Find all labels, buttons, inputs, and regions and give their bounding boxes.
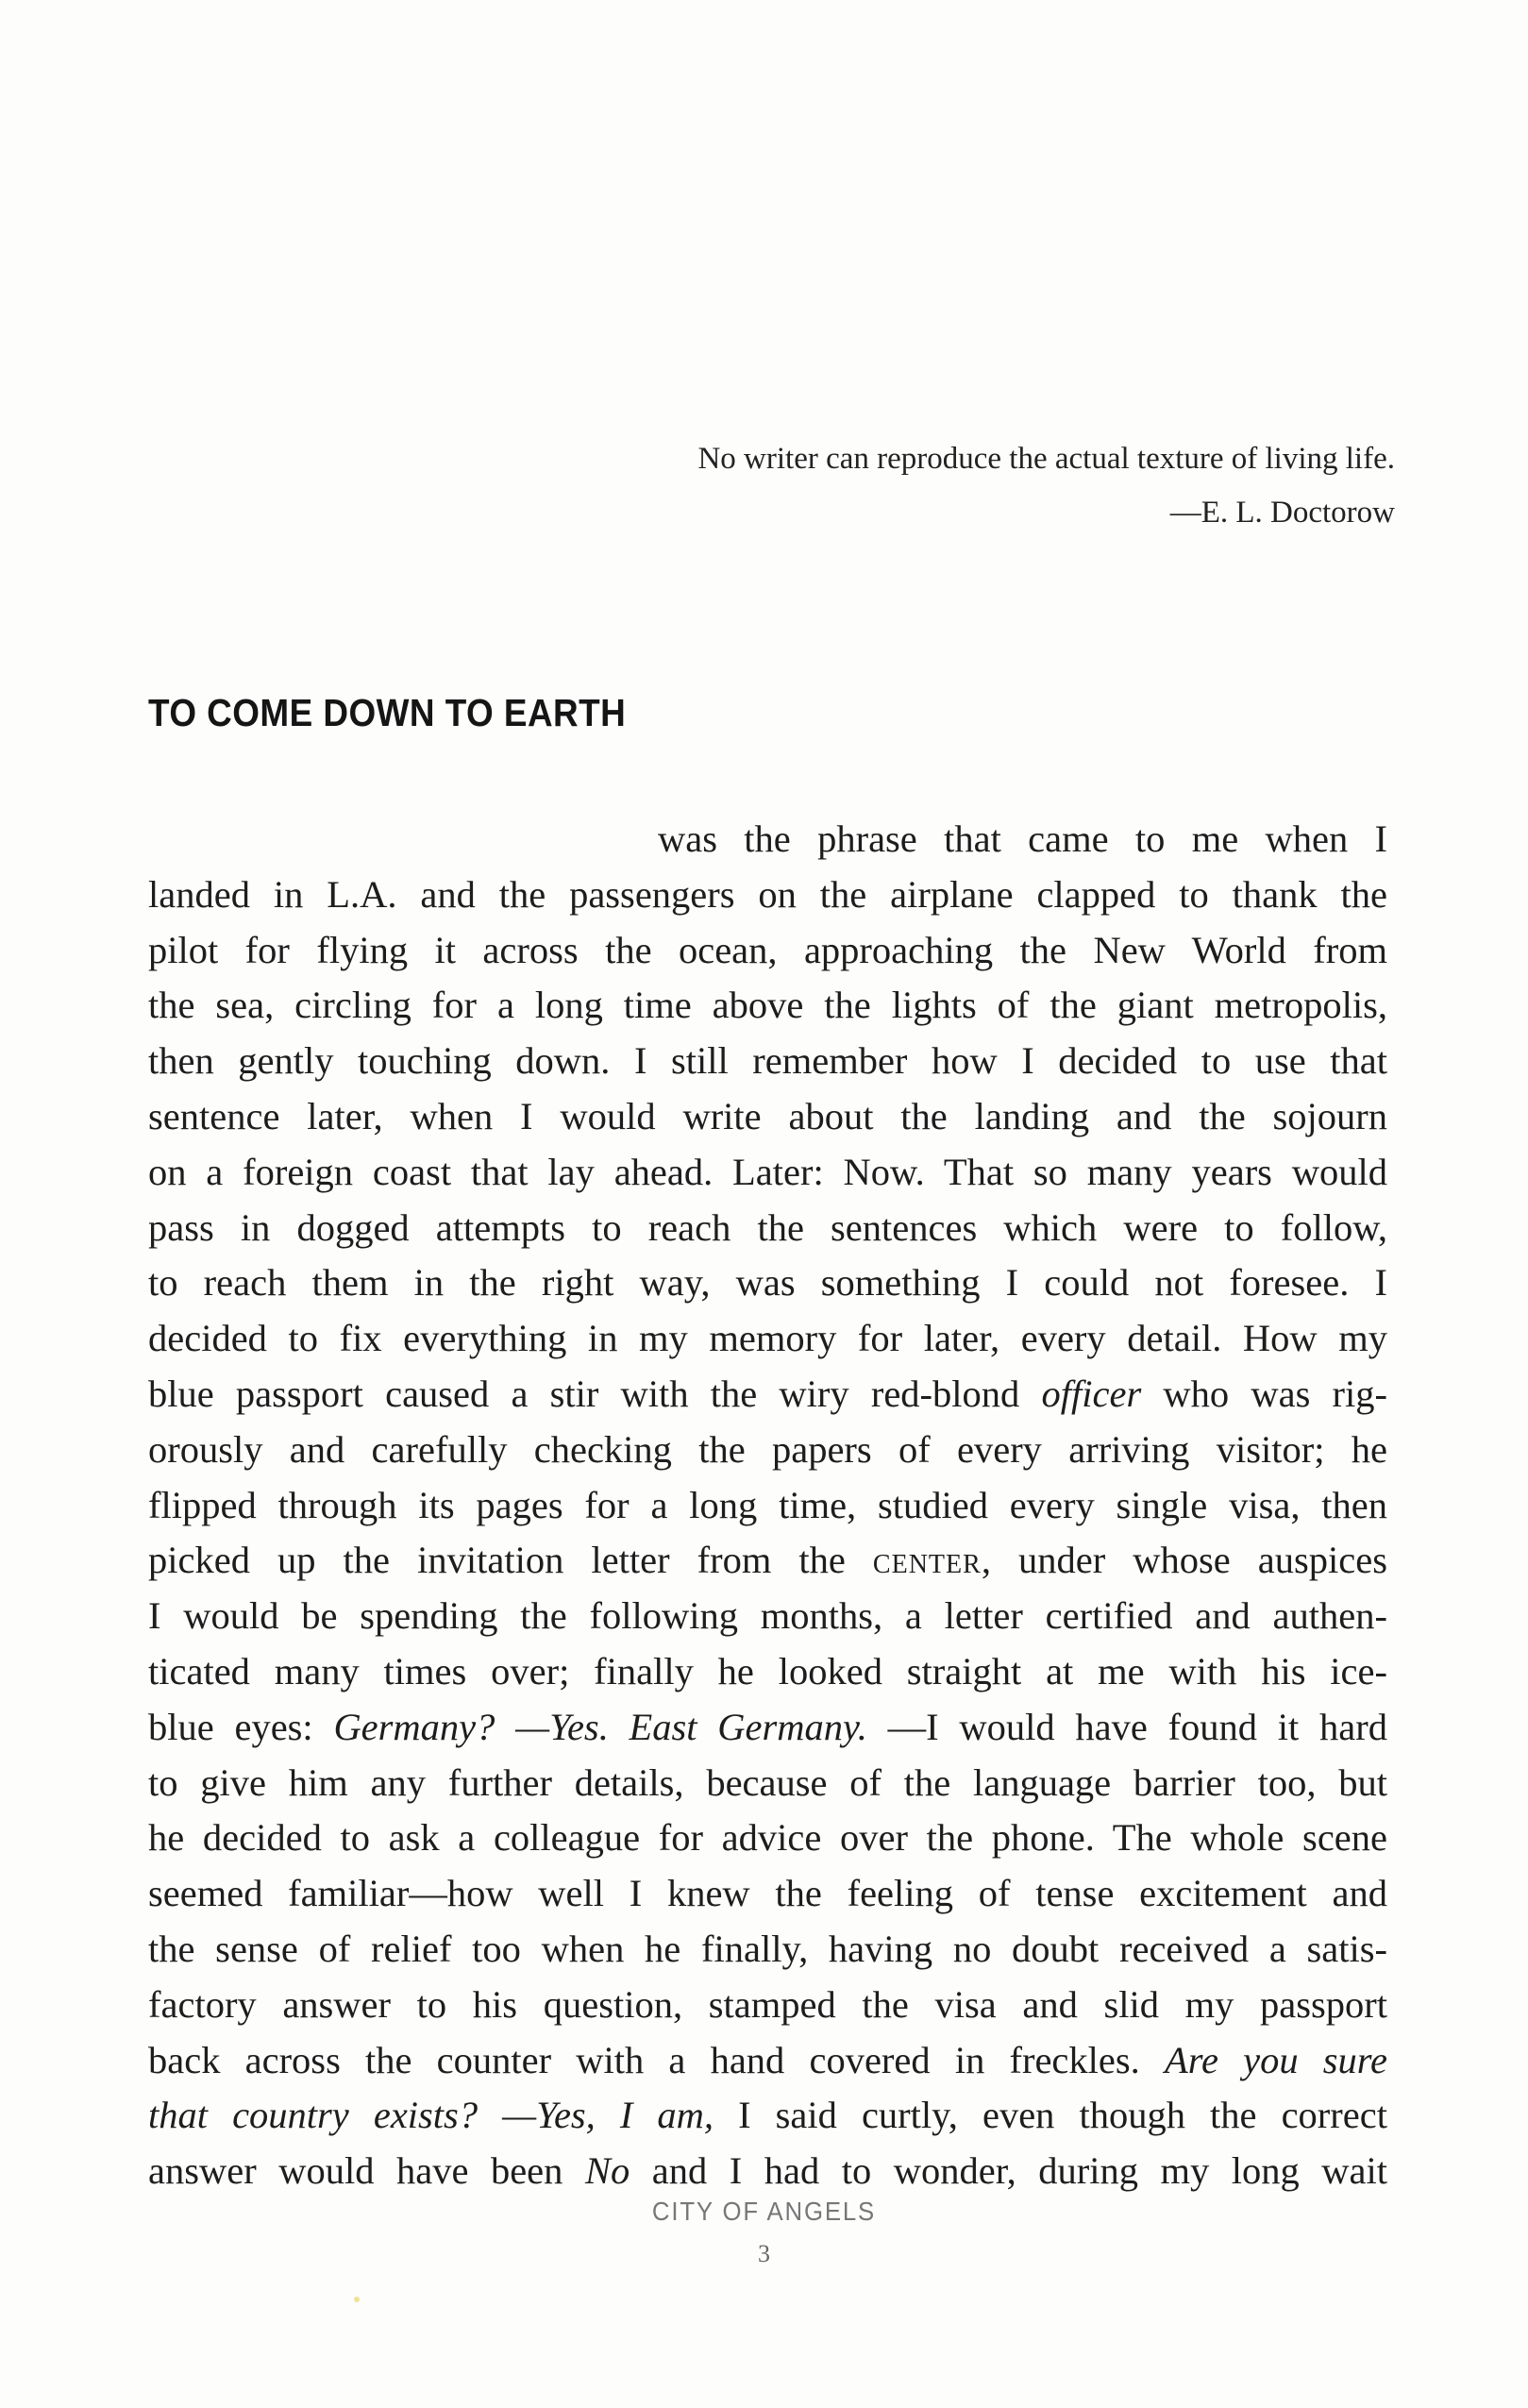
small-caps-word: center xyxy=(872,1539,982,1582)
text-line: blue eyes: Germany? —Yes. East Germany. —I would have found it hard xyxy=(148,1705,1387,1748)
running-head: CITY OF ANGELS xyxy=(651,2197,877,2226)
text-line: on a foreign coast that lay ahead. Later: Now. That so many years would xyxy=(148,1150,1387,1193)
text-line: ticated many times over; finally he looked straight at me with his ice- xyxy=(148,1649,1387,1692)
body-text xyxy=(148,812,1387,2199)
italic-dialogue: that country exists? —Yes, I am, xyxy=(148,2094,714,2137)
text-line: to reach them in the right way, was something I could not foresee. I xyxy=(148,1261,1387,1305)
italic-word: officer xyxy=(1041,1372,1142,1415)
chapter-title: TO COME DOWN TO EARTH xyxy=(148,691,627,734)
text-line: decided to fix everything in my memory for later, every detail. How my xyxy=(148,1317,1387,1360)
epigraph-attribution: —E. L. Doctorow xyxy=(1169,496,1395,530)
text-line: that country exists? —Yes, I am, I said curtly, even though the correct xyxy=(148,2094,1387,2137)
text-line: pilot for flying it across the ocean, approaching the New World from xyxy=(148,928,1387,971)
text-line: the sea, circling for a long time above the lights of the giant metropolis, xyxy=(148,984,1387,1027)
page-number: 3 xyxy=(758,2240,770,2267)
text-line: sentence later, when I would write about the landing and the sojourn xyxy=(148,1094,1387,1137)
text-line: back across the counter with a hand covered in freckles. Are you sure xyxy=(148,2038,1387,2081)
text-line: then gently touching down. I still remember how I decided to use that xyxy=(148,1039,1387,1083)
italic-dialogue: Germany? —Yes. East Germany. xyxy=(333,1705,867,1748)
text-line: the sense of relief too when he finally, having no doubt received a satis- xyxy=(148,1927,1387,1970)
text-line: picked up the invitation letter from the center, under whose auspices xyxy=(148,1539,1387,1582)
text-line: landed in L.A. and the passengers on the airplane clapped to thank the xyxy=(148,872,1387,916)
italic-word: No xyxy=(584,2149,630,2193)
italic-dialogue: Are you sure xyxy=(1164,2038,1387,2081)
epigraph-quote: No writer can reproduce the actual texture of living life. xyxy=(697,442,1395,476)
text-line: answer would have been No and I had to wonder, during my long wait xyxy=(148,2149,1387,2193)
text-line: he decided to ask a colleague for advice over the phone. The whole scene xyxy=(148,1816,1387,1860)
text-line: flipped through its pages for a long time, studied every single visa, then xyxy=(148,1483,1387,1526)
text-line: factory answer to his question, stamped the visa and slid my passport xyxy=(148,1982,1387,2026)
epigraph xyxy=(283,432,1395,540)
text-line: blue passport caused a stir with the wiry red-blond officer who was rig- xyxy=(148,1372,1387,1415)
text-line: pass in dogged attempts to reach the sentences which were to follow, xyxy=(148,1205,1387,1249)
text-line: I would be spending the following months, a letter certified and authen- xyxy=(148,1594,1387,1638)
text-line: to give him any further details, because of the language barrier too, but xyxy=(148,1760,1387,1804)
text-line: seemed familiar—how well I knew the feeling of tense excitement and xyxy=(148,1872,1387,1915)
paper-speck xyxy=(354,2297,360,2302)
text-line: orously and carefully checking the papers of every arriving visitor; he xyxy=(148,1427,1387,1471)
text-line: was the phrase that came to me when I xyxy=(658,817,1387,860)
